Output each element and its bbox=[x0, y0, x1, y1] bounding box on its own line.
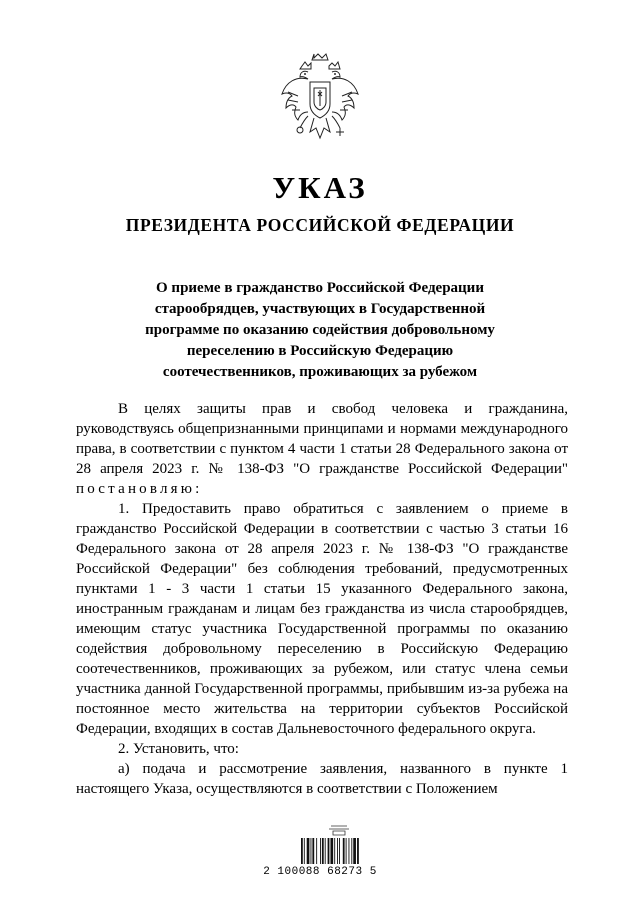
document-issuer: ПРЕЗИДЕНТА РОССИЙСКОЙ ФЕДЕРАЦИИ bbox=[125, 215, 515, 235]
item-1-paragraph: 1. Предоставить право обратиться с заявлением о приеме в гражданство Российской Федерации в соответствии с частью 3 статьи 16 Федерального закона от 28 апреля 2023 г. № 138-ФЗ "О гражданстве Российской Федерации" без соблюдения требований, предусмотренных пунктами 1 - 3 части 1 статьи 15 указанного Федерального закона, иностранным гражданам и лицам без гражданства из числа старообрядцев, имеющим статус участника Государственной программы по оказанию содействия добровольному переселению в Российскую Федерацию соотечественников, проживающих за рубежом, или статус члена семьи участника данной Государственной программы, прибывшим из-за рубежа на постоянное место жительства на территории субъектов Российской Федерации, входящих в состав Дальневосточного федерального округа. bbox=[76, 501, 568, 737]
heading-line: старообрядцев, участвующих в Государственной bbox=[154, 301, 486, 317]
heading-line: О приеме в гражданство Российской Федерации bbox=[156, 280, 484, 296]
barcode-bar bbox=[330, 838, 333, 864]
barcode-bar bbox=[322, 838, 324, 864]
barcode-bar bbox=[351, 838, 352, 864]
barcode-bar bbox=[316, 838, 317, 864]
barcode-bar bbox=[337, 838, 338, 864]
preamble-paragraph bbox=[76, 399, 568, 499]
preamble-text: В целях защиты прав и свобод человека и гражданина, руководствуясь общепризнанными принципами и нормами международного права, в соответствии с пунктом 4 части 1 статьи 28 Федерального закона от 28 апреля 2023 г. № 138-ФЗ "О гражданстве Российской Федерации" bbox=[76, 401, 568, 477]
barcode-bar bbox=[325, 838, 326, 864]
heading-line: соотечественников, проживающих за рубежом bbox=[162, 364, 478, 380]
barcode-bar bbox=[311, 838, 312, 864]
document-title: УКАЗ bbox=[272, 170, 368, 205]
barcode-bar bbox=[357, 838, 359, 864]
barcode-bar bbox=[320, 838, 321, 864]
barcode-number: 2 100088 68273 5 bbox=[263, 866, 377, 878]
barcode-bar bbox=[334, 838, 335, 864]
document-body bbox=[76, 399, 568, 799]
barcode-bar bbox=[304, 838, 305, 864]
barcode bbox=[299, 838, 379, 864]
barcode-bar bbox=[307, 838, 310, 864]
barcode-bar bbox=[328, 838, 330, 864]
barcode-bar bbox=[343, 838, 345, 864]
barcode-bar bbox=[353, 838, 356, 864]
heading-line: переселению в Российскую Федерацию bbox=[186, 343, 454, 359]
barcode-bar bbox=[301, 838, 303, 864]
item-2-paragraph: 2. Установить, что: bbox=[118, 741, 239, 757]
barcode-bar bbox=[339, 838, 340, 864]
document-heading bbox=[95, 278, 545, 383]
barcode-bar bbox=[349, 838, 350, 864]
heading-line: программе по оказанию содействия добровольному bbox=[145, 322, 495, 338]
barcode-bar bbox=[312, 838, 314, 864]
item-2a-paragraph: а) подача и рассмотрение заявления, названного в пункте 1 настоящего Указа, осуществляются в соответствии с Положением bbox=[76, 761, 568, 797]
coat-of-arms-emblem bbox=[278, 52, 362, 144]
decree-word: постановляю: bbox=[76, 481, 203, 497]
barcode-bar bbox=[346, 838, 347, 864]
